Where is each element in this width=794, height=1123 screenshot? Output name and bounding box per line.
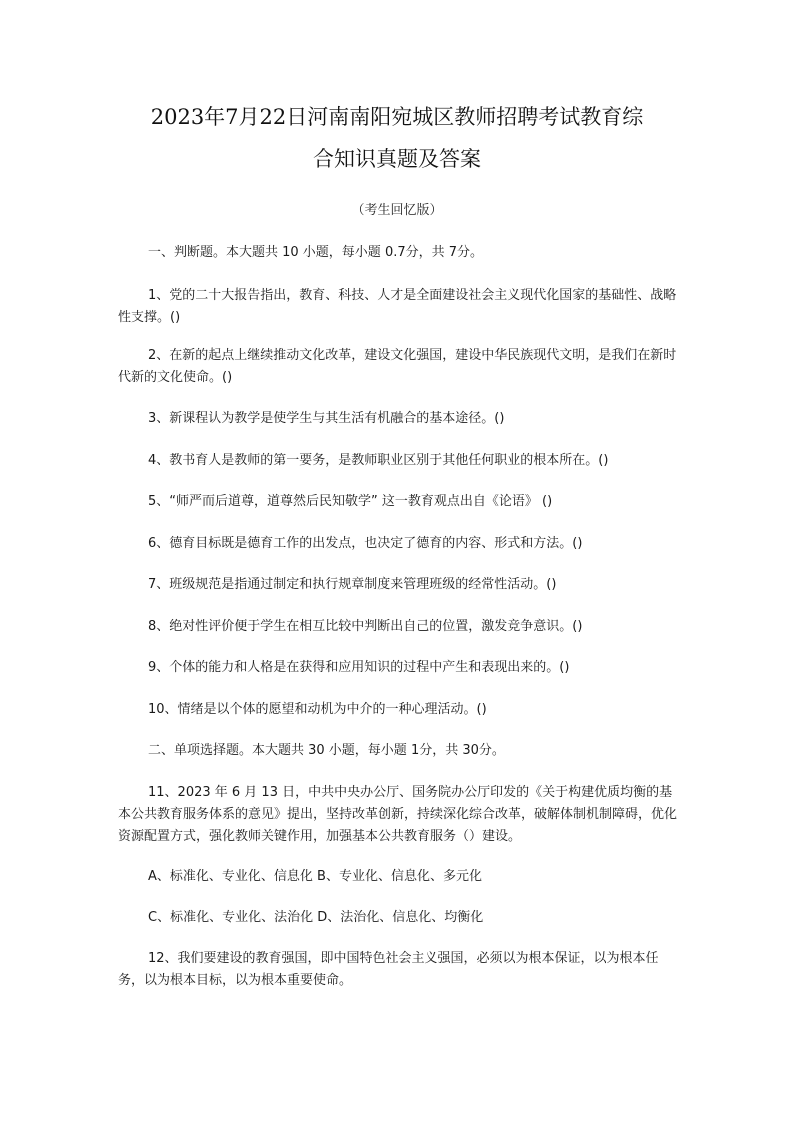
judgment-question-7: 7、班级规范是指通过制定和执行规章制度来管理班级的经常性活动。() [148,577,557,592]
judgment-question-1: 1、党的二十大报告指出，教育、科技、人才是全面建设社会主义现代化国家的基础性、战略性支撑。() [118,288,677,325]
choice-question-11-options-ab: A、标准化、专业化、信息化 B、专业化、信息化、多元化 [148,869,482,884]
choice-section-header: 二、单项选择题。本大题共 30 小题，每小题 1分，共 30分。 [148,743,505,758]
choice-question-11-options-cd: C、标准化、专业化、法治化 D、法治化、信息化、均衡化 [148,910,484,925]
judgment-question-6: 6、德育目标既是德育工作的出发点，也决定了德育的内容、形式和方法。() [148,536,583,551]
judgment-question-9: 9、个体的能力和人格是在获得和应用知识的过程中产生和表现出来的。() [148,660,570,675]
judgment-question-4: 4、教书育人是教师的第一要务，是教师职业区别于其他任何职业的根本所在。() [148,453,609,468]
judgment-question-2: 2、在新的起点上继续推动文化改革，建设文化强国，建设中华民族现代文明，是我们在新时代新的文化使命。() [118,348,677,385]
judgment-question-3: 3、新课程认为教学是使学生与其生活有机融合的基本途径。() [148,411,505,426]
judgment-section-header: 一、判断题。本大题共 10 小题，每小题 0.7分，共 7分。 [148,245,484,260]
judgment-question-5: 5、“师严而后道尊，道尊然后民知敬学” 这一教育观点出自《论语》 () [148,494,553,509]
choice-question-11: 11、2023 年 6 月 13 日，中共中央办公厅、国务院办公厅印发的《关于构建优质均衡的基本公共教育服务体系的意见》提出，坚持改革创新，持续深化综合改革，破解体制机制障碍，优化资源配置方式，强化教师关键作用，加强基本公共教育服务（）建设。 [118,785,678,844]
judgment-question-10: 10、情绪是以个体的愿望和动机为中介的一种心理活动。() [148,702,487,717]
document-title-line-1: 2023年7月22日河南南阳宛城区教师招聘考试教育综 [150,105,644,129]
choice-question-12: 12、我们要建设的教育强国，即中国特色社会主义强国，必须以为根本保证，以为根本任务，以为根本目标，以为根本重要使命。 [118,951,659,988]
document-title-line-2: 合知识真题及答案 [313,147,481,171]
judgment-question-8: 8、绝对性评价便于学生在相互比较中判断出自己的位置，激发竞争意识。() [148,619,583,634]
document-subtitle: （考生回忆版） [351,203,443,218]
